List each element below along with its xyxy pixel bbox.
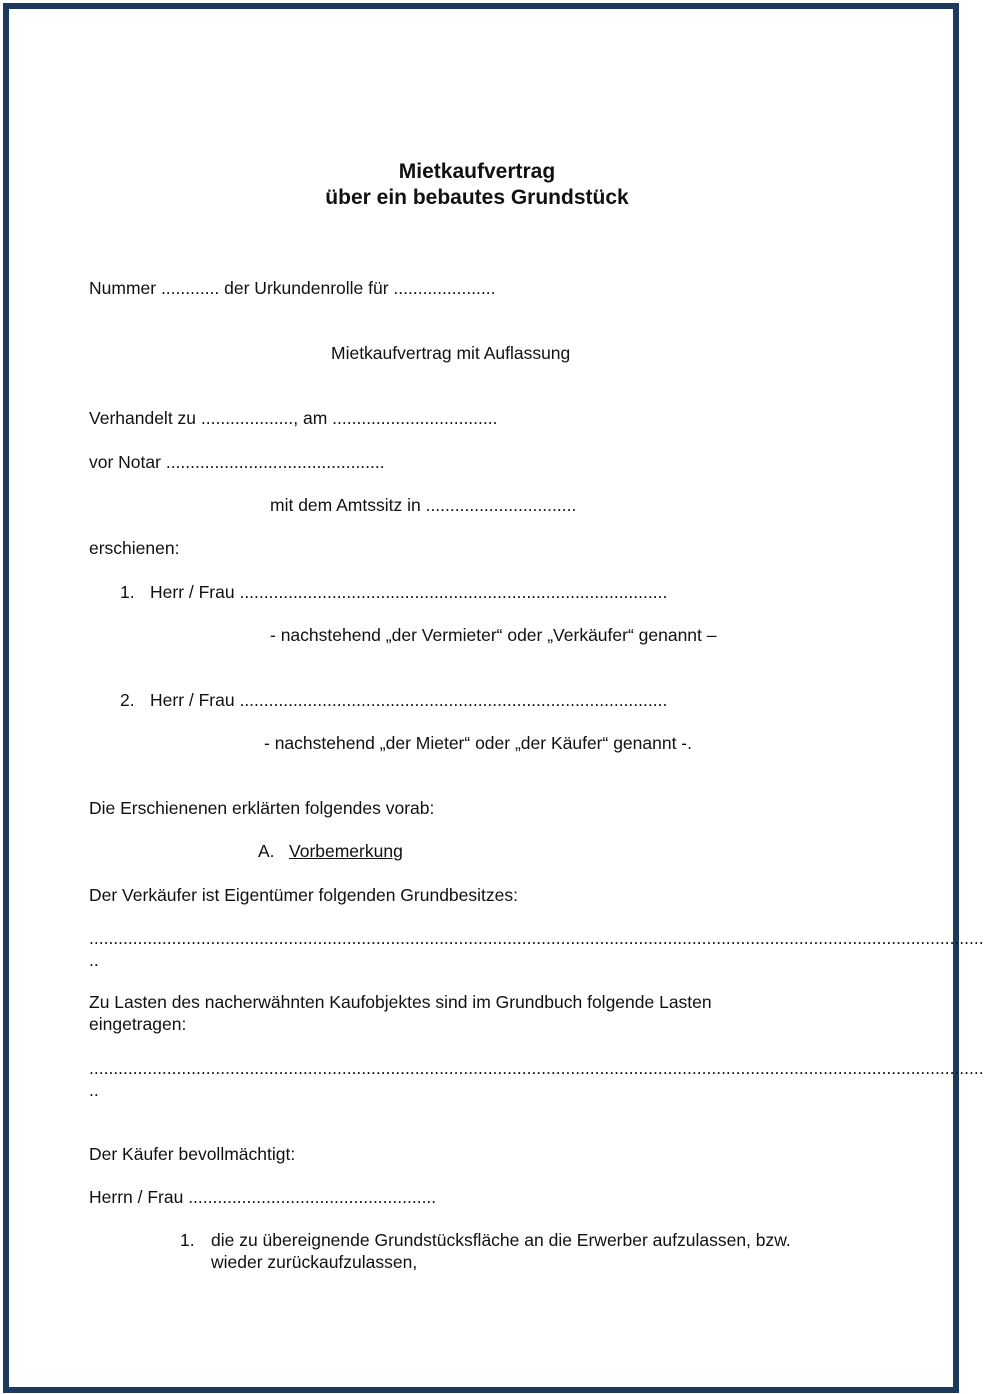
section-title: Vorbemerkung: [289, 841, 403, 861]
property-fill-end: ..: [89, 950, 99, 970]
section-letter: A.: [258, 841, 275, 861]
contract-type-heading: Mietkaufvertrag mit Auflassung: [331, 343, 571, 363]
party-1-role: - nachstehend „der Vermieter“ oder „Verkäufer“ genannt –: [270, 625, 717, 645]
negotiated-line: Verhandelt zu ..................., am ..................................: [89, 408, 498, 428]
encumbrances-text-1: Zu Lasten des nacherwähnten Kaufobjektes sind im Grundbuch folgende Lasten: [89, 992, 712, 1012]
document-subtitle: über ein bebautes Grundstück: [325, 186, 629, 209]
intro-text: Die Erschienenen erklärten folgendes vorab:: [89, 798, 435, 818]
encumbrances-fill-end: ..: [89, 1080, 99, 1100]
item-1-text-1: die zu übereignende Grundstücksfläche an die Erwerber aufzulassen, bzw.: [211, 1230, 791, 1250]
item-1-text-2: wieder zurückaufzulassen,: [211, 1252, 418, 1272]
property-fill-line: ........................................................................................................................................................................................: [89, 928, 984, 948]
party-1-line: Herr / Frau ........................................................................................: [150, 582, 668, 602]
notary-line: vor Notar .............................................: [89, 452, 385, 472]
encumbrances-fill-line: ........................................................................................................................................................................................: [89, 1058, 984, 1078]
document-title: Mietkaufvertrag: [398, 160, 556, 183]
encumbrances-text-2: eingetragen:: [89, 1014, 187, 1034]
authorization-text: Der Käufer bevollmächtigt:: [89, 1144, 296, 1164]
appeared-label: erschienen:: [89, 538, 180, 558]
party-2-number: 2.: [120, 690, 135, 710]
party-2-role: - nachstehend „der Mieter“ oder „der Käufer“ genannt -.: [264, 733, 692, 753]
official-seat-line: mit dem Amtssitz in ...............................: [270, 495, 577, 515]
item-1-number: 1.: [180, 1230, 195, 1250]
authorized-person-line: Herrn / Frau ...................................................: [89, 1187, 437, 1207]
party-2-line: Herr / Frau ........................................................................................: [150, 690, 668, 710]
party-1-number: 1.: [120, 582, 135, 602]
deed-number-line: Nummer ............ der Urkundenrolle für .....................: [89, 278, 496, 298]
owner-text: Der Verkäufer ist Eigentümer folgenden Grundbesitzes:: [89, 885, 518, 905]
